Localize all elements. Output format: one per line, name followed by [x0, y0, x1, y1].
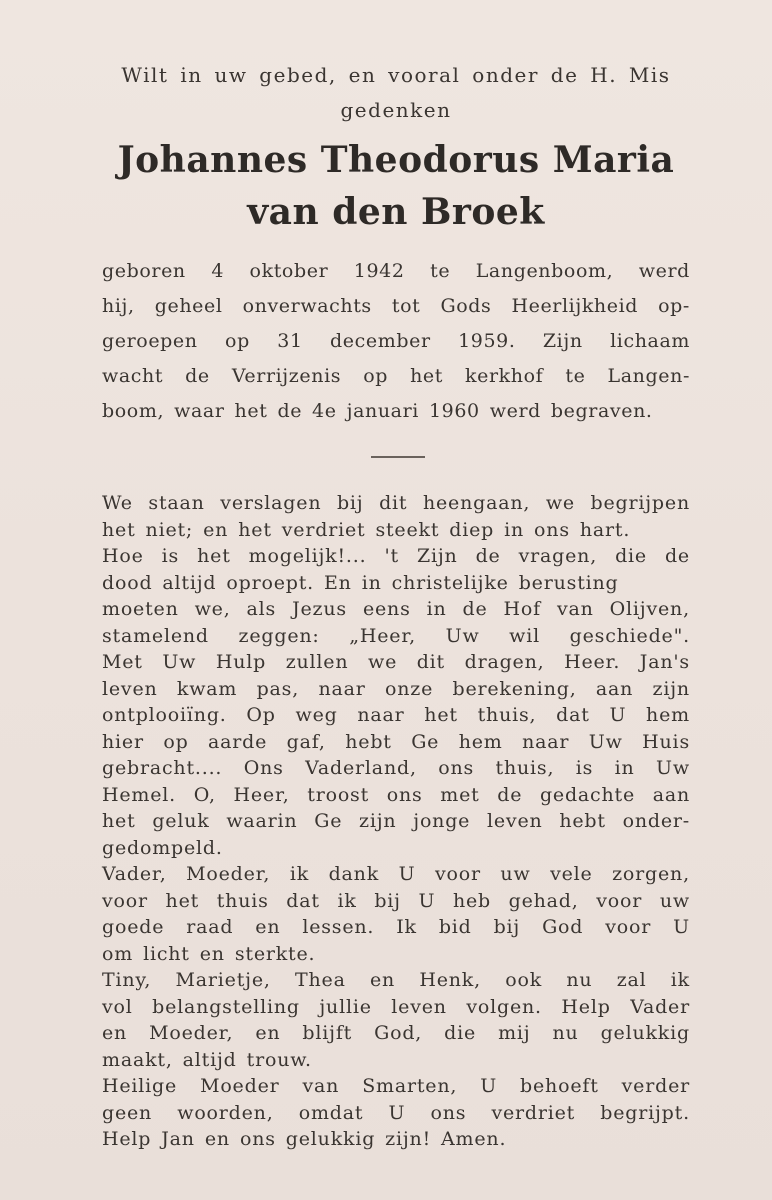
bio-line: hij, geheel onverwachts tot Gods Heerlijkheid op- [102, 295, 690, 317]
intro-line-2: gedenken [340, 98, 452, 122]
prayer-line: Met Uw Hulp zullen we dit dragen, Heer. Jan's [102, 651, 690, 673]
bio-line: boom, waar het de 4e januari 1960 werd begraven. [102, 400, 653, 422]
divider [371, 456, 425, 458]
name-line-1: Johannes Theodorus Maria [117, 139, 675, 181]
prayer-line: moeten we, als Jezus eens in de Hof van Olijven, [102, 598, 690, 620]
prayer-line: maakt, altijd trouw. [102, 1048, 312, 1071]
prayer-line: het niet; en het verdriet steekt diep in ons hart. [102, 518, 631, 541]
prayer-line: goede raad en lessen. Ik bid bij God voor U [102, 916, 690, 938]
prayer-line: Tiny, Marietje, Thea en Henk, ook nu zal ik [102, 969, 690, 991]
prayer-line: geen woorden, omdat U ons verdriet begrijpt. [102, 1101, 690, 1124]
bio-line: geroepen op 31 december 1959. Zijn lichaam [102, 330, 690, 352]
prayer-line: stamelend zeggen: „Heer, Uw wil geschiede". [102, 624, 690, 647]
prayer-line: vol belangstelling jullie leven volgen. Help Vader [102, 995, 690, 1018]
prayer-line: dood altijd oproept. En in christelijke berusting [102, 571, 619, 594]
bio-line: geboren 4 oktober 1942 te Langenboom, werd [102, 260, 690, 282]
prayer-line: en Moeder, en blijft God, die mij nu gelukkig [102, 1022, 690, 1044]
intro-text [90, 58, 702, 128]
prayer-line: We staan verslagen bij dit heengaan, we begrijpen [102, 492, 690, 514]
prayer-line: Vader, Moeder, ik dank U voor uw vele zorgen, [102, 863, 690, 885]
name-line-2: van den Broek [247, 191, 545, 233]
prayer-line: het geluk waarin Ge zijn jonge leven hebt onder- [102, 810, 690, 832]
prayer-line: Hoe is het mogelijk!... 't Zijn de vragen, die de [102, 545, 690, 567]
prayer-line: Heilige Moeder van Smarten, U behoeft verder [102, 1075, 690, 1097]
prayer-line: gedompeld. [102, 836, 223, 859]
prayer-line: leven kwam pas, naar onze berekening, aan zijn [102, 677, 690, 700]
deceased-name [60, 134, 732, 238]
prayer-line: Hemel. O, Heer, troost ons met de gedachte aan [102, 783, 690, 806]
intro-line-1: Wilt in uw gebed, en vooral onder de H. Mis [121, 63, 671, 87]
prayer-line: gebracht.... Ons Vaderland, ons thuis, is in Uw [102, 757, 690, 779]
bio-line: wacht de Verrijzenis op het kerkhof te Langen- [102, 365, 690, 387]
prayer-text [102, 490, 690, 1153]
prayer-line: voor het thuis dat ik bij U heb gehad, voor uw [102, 889, 690, 912]
prayer-line: ontplooiïng. Op weg naar het thuis, dat U hem [102, 704, 690, 726]
biography-text [102, 254, 690, 429]
prayer-line: om licht en sterkte. [102, 942, 316, 965]
prayer-line: Help Jan en ons gelukkig zijn! Amen. [102, 1128, 507, 1150]
prayer-line: hier op aarde gaf, hebt Ge hem naar Uw Huis [102, 730, 690, 753]
